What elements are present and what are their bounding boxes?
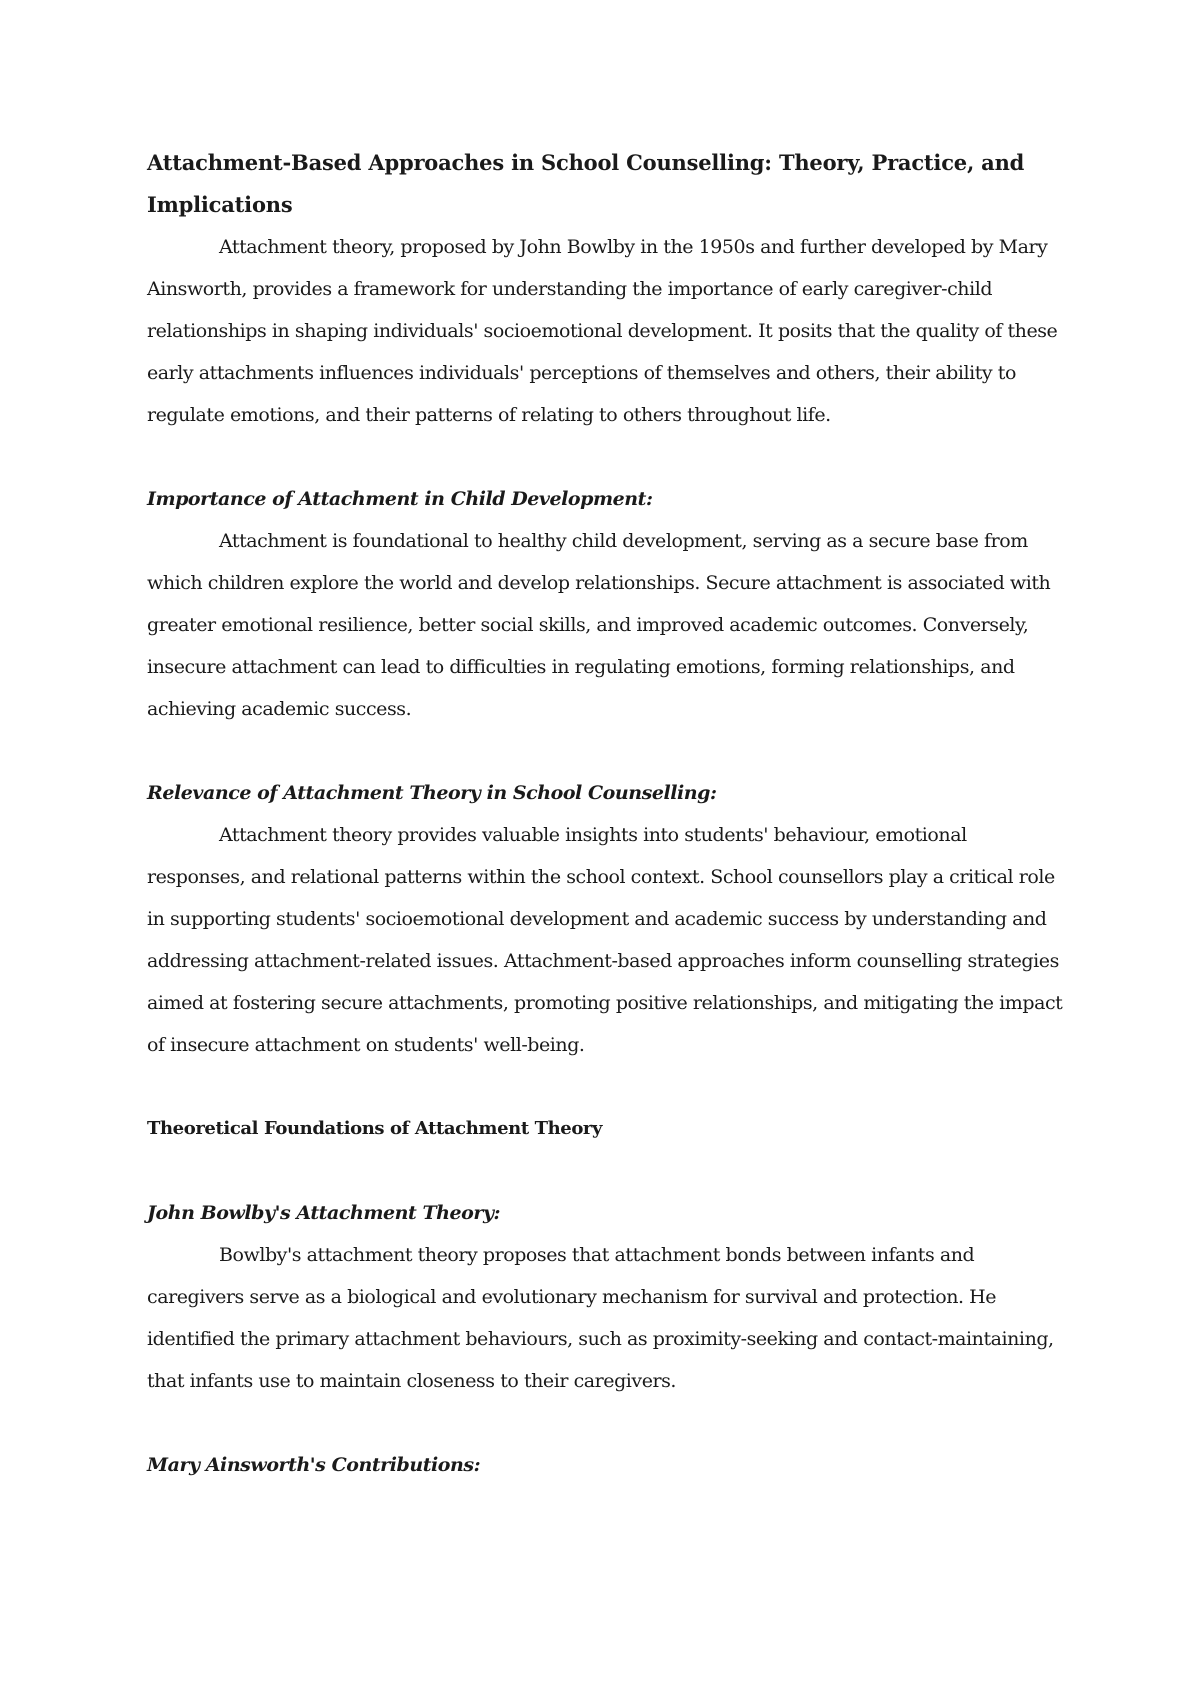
intro-paragraph: Attachment theory, proposed by John Bowlby in the 1950s and further developed by Mary Ainsworth, provides a framework for understanding the importance of early caregiver-child relationships in shaping individuals' socioemotional development. It posits that the quality of these early attachments influences individuals' perceptions of themselves and others, their ability to regulate emotions, and their patterns of relating to others throughout life.	[147, 236, 1058, 426]
subheading-relevance: Relevance of Attachment Theory in School Counselling:	[147, 782, 717, 804]
spacer	[147, 436, 1067, 478]
spacer	[147, 1150, 1067, 1192]
importance-paragraph: Attachment is foundational to healthy child development, serving as a secure base from which children explore the world and develop relationships. Secure attachment is associated with greater emotional resilience, better social skills, and improved academic outcomes. Conversely, insecure attachment can lead to difficulties in regulating emotions, forming relationships, and achieving academic success.	[147, 530, 1051, 720]
relevance-paragraph: Attachment theory provides valuable insights into students' behaviour, emotional responses, and relational patterns within the school context. School counsellors play a critical role in supporting students' socioemotional development and academic success by understanding and addressing attachment-related issues. Attachment-based approaches inform counselling strategies aimed at fostering secure attachments, promoting positive relationships, and mitigating the impact of insecure attachment on students' well-being.	[147, 824, 1063, 1056]
spacer	[147, 1402, 1067, 1444]
spacer	[147, 730, 1067, 772]
subheading-ainsworth: Mary Ainsworth's Contributions:	[147, 1454, 481, 1476]
subheading-importance: Importance of Attachment in Child Development:	[147, 488, 653, 510]
spacer	[147, 1066, 1067, 1108]
section-heading-foundations: Theoretical Foundations of Attachment Theory	[147, 1118, 603, 1139]
document-title: Attachment-Based Approaches in School Counselling: Theory, Practice, and Implications	[147, 150, 1025, 217]
bowlby-paragraph: Bowlby's attachment theory proposes that attachment bonds between infants and caregivers serve as a biological and evolutionary mechanism for survival and protection. He identified the primary attachment behaviours, such as proximity-seeking and contact-maintaining, that infants use to maintain closeness to their caregivers.	[147, 1244, 1054, 1392]
subheading-bowlby: John Bowlby's Attachment Theory:	[147, 1202, 501, 1224]
document-page	[147, 142, 1067, 1486]
